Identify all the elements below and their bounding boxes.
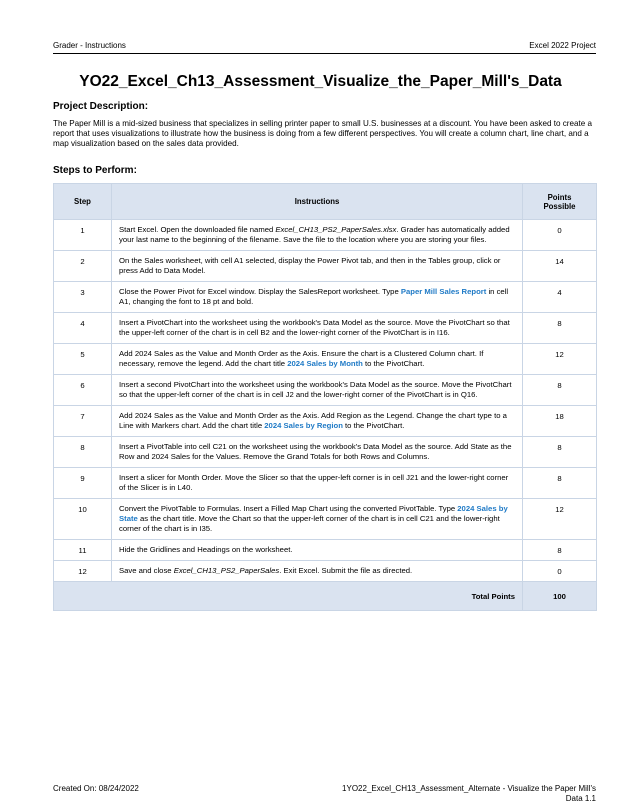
step-number: 4 [54,313,112,344]
step-instructions [112,499,523,540]
step-number: 1 [54,220,112,251]
total-value: 100 [523,582,597,611]
header-right-text: Excel 2022 Project [529,41,596,50]
table-row [54,313,597,344]
table-row [54,220,597,251]
step-instructions [112,437,523,468]
step-points: 8 [523,313,597,344]
header-points-label: Points Possible [543,192,576,211]
filename-text: Excel_CH13_PS2_PaperSales [173,566,280,575]
step-points: 8 [523,375,597,406]
table-row [54,540,597,561]
step-points: 4 [523,282,597,313]
header-points [523,184,597,220]
step-instructions [112,468,523,499]
table-row [54,499,597,540]
steps-heading: Steps to Perform: [53,165,137,176]
total-label: Total Points [54,582,523,611]
step-points: 0 [523,561,597,582]
highlighted-text: Paper Mill Sales Report [400,287,487,296]
instruction-text: Insert a PivotTable into cell C21 on the worksheet using the workbook's Data Model as the source. Add State as the Row and 2024 Sales for the Values. Remove the Grand Totals for both Rows and Columns. [119,442,512,461]
step-instructions [112,220,523,251]
step-instructions [112,282,523,313]
step-points: 8 [523,540,597,561]
document-title: YO22_Excel_Ch13_Assessment_Visualize_the_Paper_Mill's_Data [79,73,562,90]
table-row [54,561,597,582]
step-number: 2 [54,251,112,282]
highlighted-text: 2024 Sales by State [119,504,508,523]
instruction-text: to the PivotChart. [362,359,425,368]
step-points: 8 [523,437,597,468]
highlighted-text: 2024 Sales by Month [287,359,363,368]
step-number: 12 [54,561,112,582]
header-step: Step [54,184,112,220]
step-points: 14 [523,251,597,282]
instruction-text: Save and close [119,566,174,575]
instruction-text: as the chart title. Move the Chart so that the upper-left corner of the chart is in cell C21 and the lower-right corner of the chart is in I35. [119,514,500,533]
header-left-text: Grader - Instructions [53,41,126,50]
instruction-text: Close the Power Pivot for Excel window. Display the SalesReport worksheet. Type [119,287,401,296]
step-points: 0 [523,220,597,251]
instruction-text: Insert a second PivotChart into the worksheet using the workbook's Data Model as the source. Move the PivotChart so that the upper-left corner of the chart is in cell J2 and the lower-right corner of the PivotChart is in Q16. [119,380,512,399]
table-row [54,344,597,375]
instruction-text: Insert a PivotChart into the worksheet using the workbook's Data Model as the source. Move the PivotChart so that the upper-left corner of the chart is in cell B2 and the lower-right corner of the PivotChart is in I16. [119,318,510,337]
instruction-text: On the Sales worksheet, with cell A1 selected, display the Power Pivot tab, and then in the Tables group, click or press Add to Data Model. [119,256,501,275]
table-header-row [54,184,597,220]
instruction-text: Hide the Gridlines and Headings on the worksheet. [119,545,293,554]
instruction-text: Add 2024 Sales as the Value and Month Order as the Axis. Ensure the chart is a Clustered Column chart. If necessary, remove the legend. Add the chart title [119,349,484,368]
page-header [53,40,596,54]
step-number: 8 [54,437,112,468]
steps-table [53,183,597,611]
step-number: 5 [54,344,112,375]
step-number: 9 [54,468,112,499]
steps-table-body [54,220,597,582]
step-number: 10 [54,499,112,540]
step-number: 6 [54,375,112,406]
step-instructions [112,344,523,375]
instruction-text: to the PivotChart. [342,421,405,430]
project-description-text: The Paper Mill is a mid-sized business that specializes in selling printer paper to small U.S. businesses at a discount. You have been asked to create a report that uses visualizations to illustrate how the business is doing from a few different perspectives. You will create a column chart, line chart, and a map visualization based on the sales data provided. [53,119,592,149]
step-instructions [112,375,523,406]
step-instructions [112,540,523,561]
instruction-text: . Grader has automatically added your last name to the beginning of the filename. Save the file to the location where you are storing your files. [119,225,510,244]
table-row [54,251,597,282]
instruction-text: Start Excel. Open the downloaded file named [119,225,276,234]
filename-text: Excel_CH13_PS2_PaperSales.xlsx [275,225,397,234]
footer-document-id-line2: Data 1.1 [565,794,596,803]
step-points: 18 [523,406,597,437]
instruction-text: Convert the PivotTable to Formulas. Insert a Filled Map Chart using the converted PivotTable. Type [119,504,458,513]
table-row [54,406,597,437]
step-points: 8 [523,468,597,499]
instruction-text: in cell A1, changing the font to 18 pt and bold. [119,287,509,306]
instruction-text: Add 2024 Sales as the Value and Month Order as the Axis. Add Region as the Legend. Change the chart type to a Line with Markers chart. Add the chart title [119,411,507,430]
footer-document-id [296,784,596,804]
table-row [54,437,597,468]
instruction-text: . Exit Excel. Submit the file as directed. [279,566,413,575]
instruction-text: Insert a slicer for Month Order. Move the Slicer so that the upper-left corner is in cell J21 and the lower-right corner of the Slicer is in L40. [119,473,509,492]
step-instructions [112,561,523,582]
step-instructions [112,313,523,344]
step-instructions [112,406,523,437]
project-description-heading: Project Description: [53,101,149,112]
step-instructions [112,251,523,282]
table-row [54,375,597,406]
step-number: 3 [54,282,112,313]
step-number: 7 [54,406,112,437]
footer-created-on: Created On: 08/24/2022 [53,784,139,793]
footer-document-id-line1: 1YO22_Excel_CH13_Assessment_Alternate - Visualize the Paper Mill's [342,784,596,793]
step-points: 12 [523,344,597,375]
highlighted-text: 2024 Sales by Region [264,421,343,430]
table-row [54,468,597,499]
step-number: 11 [54,540,112,561]
table-row [54,282,597,313]
step-points: 12 [523,499,597,540]
total-row [54,582,597,611]
header-instructions: Instructions [112,184,523,220]
